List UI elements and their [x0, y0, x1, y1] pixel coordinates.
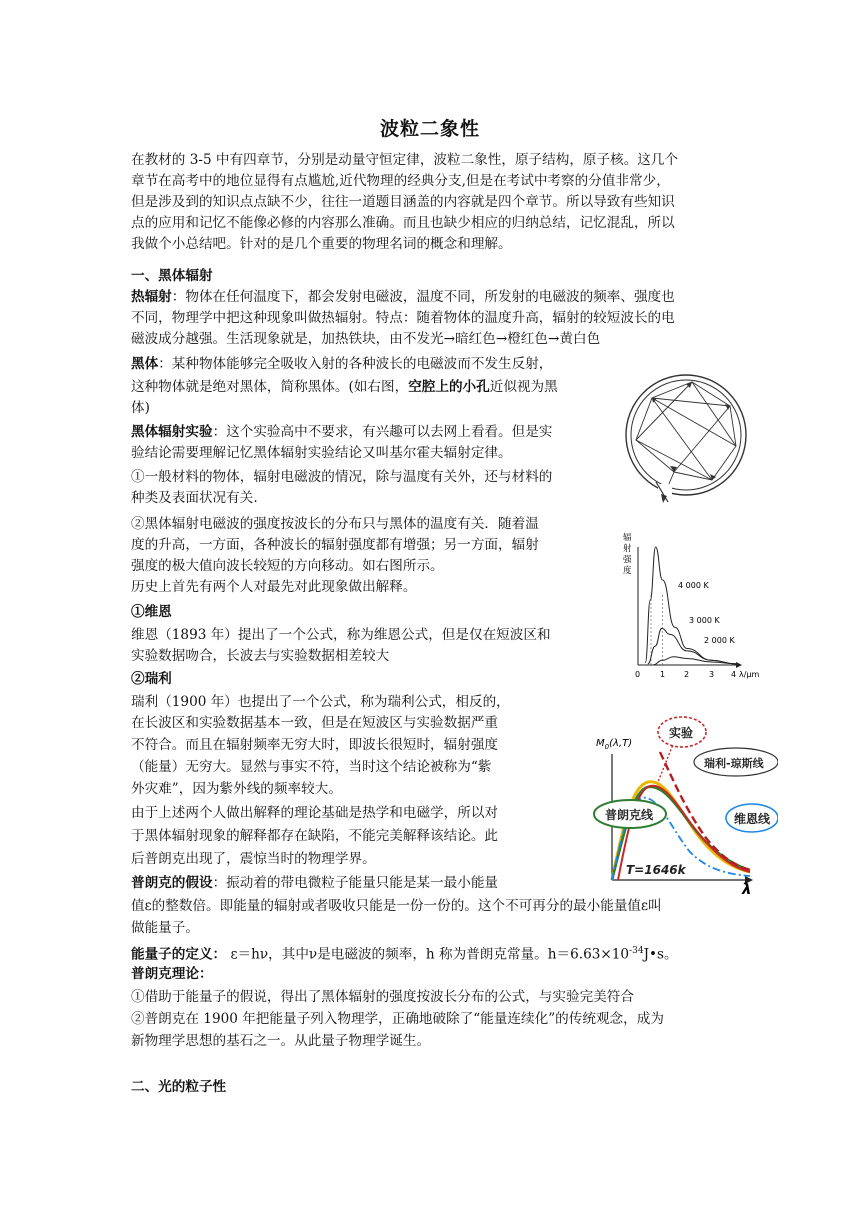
temperature-label: T=1646k [626, 863, 686, 877]
curve-label: 2 000 K [704, 636, 735, 645]
body-text: 近似视为黑 [489, 379, 558, 395]
x-axis-label: λ/μm [739, 670, 760, 679]
intro-line: 在教材的 3-5 中有四章节，分别是动量守恒定律，波粒二象性，原子结构，原子核。这几个 [131, 152, 679, 168]
body-text: ：这个实验高中不要求，有兴趣可以去网上看看。但是实 [212, 424, 553, 440]
body-text: ：振动着的带电微粒子能量只能是某一最小能量 [212, 875, 499, 891]
x-tick-label: 0 [635, 670, 641, 679]
basis-line: 后普朗克出现了，震惊当时的物理学界。 [131, 851, 376, 867]
spectrum-curve-0 [645, 547, 736, 664]
term-label: 黑体 [131, 356, 159, 372]
planck-bubble-label: 普朗克线 [605, 808, 654, 822]
rayleigh-jeans-bubble-label: 瑞利-琼斯线 [704, 757, 764, 770]
experiment-line: 度的升高，一方面，各种波长的辐射强度都有增强；另一方面，辐射 [131, 537, 539, 553]
x-tick-label: 1 [660, 670, 666, 679]
page-title: 波粒二象性 [379, 118, 480, 140]
curve-label: 4 000 K [678, 581, 709, 590]
planck-theory-line: ①借助于能量子的假说，得出了黑体辐射的强度按波长分布的公式，与实验完美符合 [131, 989, 634, 1005]
experiment-line: 强度的极大值向波长较短的方向移动。如右图所示。 [131, 558, 444, 574]
x-axis-arrow [736, 662, 742, 668]
experiment-line: 验结论需要理解记忆黑体辐射实验结论又叫基尔霍夫辐射定律。 [131, 445, 512, 461]
y-axis-label-char: 度 [623, 566, 632, 576]
experiment-line: 种类及表面状况有关. [131, 490, 258, 506]
x-tick-label: 4 [731, 670, 737, 679]
wien-heading: ①维恩 [131, 604, 172, 620]
body-text: ：某种物体能够完全吸收入射的各种波长的电磁波而不发生反射， [158, 356, 553, 372]
basis-line: 由于上述两个人做出解释的理论基础是热学和电磁学，所以对 [131, 805, 499, 821]
x-tick-label: 2 [684, 670, 690, 679]
spectrum-curve-2 [653, 657, 736, 665]
wien-line: 维恩（1893 年）提出了一个公式，称为维恩公式，但是仅在短波区和 [131, 627, 551, 643]
x-axis-label: λ [742, 880, 752, 896]
blackbody-line: 体) [131, 400, 150, 416]
thermal-radiation-line: 不同，物理学中把这种现象叫做热辐射。特点：随着物体的温度升高，辐射的较短波长的电 [131, 310, 675, 326]
rayleigh-line: 不符合。而且在辐射频率无穷大时，即波长很短时，辐射强度 [131, 737, 499, 753]
intro-line: 点的应用和记忆不能像必修的内容那么准确。而且也缺少相应的归纳总结，记忆混乱，所以 [131, 215, 675, 231]
thermal-radiation-line: 磁波成分越强。生活现象就是，加热铁块，由不发光→暗红色→橙红色→黄白色 [131, 331, 601, 347]
y-axis-label-char: 辐 [623, 533, 632, 543]
exponent: -34 [629, 946, 644, 956]
blackbody-spectrum-chart [618, 525, 768, 683]
quantum-definition-line [131, 941, 678, 965]
rayleigh-line: 在长波区和实验数据基本一致，但是在短波区与实验数据严重 [131, 715, 499, 731]
rayleigh-line: 瑞利（1900 年）也提出了一个公式，称为瑞利公式，相反的， [131, 694, 510, 710]
planck-hypothesis-line: 值ε的整数倍。即能量的辐射或者吸收只能是一份一份的。这个不可再分的最小能量值ε叫 [131, 898, 662, 914]
blackbody-line [131, 354, 552, 374]
thermal-radiation-line [131, 287, 675, 307]
planck-theory-line: 新物理学思想的基石之一。从此量子物理学诞生。 [131, 1033, 431, 1049]
intro-line: 但是涉及到的知识点点缺不少，往往一道题目涵盖的内容就是四个章节。所以导致有些知识 [131, 194, 675, 210]
intro-line: 我做个小总结吧。针对的是几个重要的物理名词的概念和理解。 [131, 236, 512, 252]
experiment-bubble-label: 实验 [669, 726, 694, 740]
rayleigh-line: 外灾难”，因为紫外线的频率较大。 [131, 781, 342, 797]
planck-hypothesis-line: 做能量子。 [131, 920, 199, 936]
emphasis-text: 空腔上的小孔 [408, 379, 490, 395]
blackbody-line [131, 377, 558, 397]
term-label: 普朗克的假设 [131, 875, 213, 891]
planck-theory-heading: 普朗克理论： [131, 966, 213, 982]
body-text: ε＝hν，其中ν是电磁波的频率，h 称为普朗克常量。h＝6.63×10 [226, 946, 630, 963]
planck-theory-line: ②普朗克在 1900 年把能量子列入物理学，正确地破除了“能量连续化”的传统观念，成为 [131, 1011, 664, 1027]
cavity-blackbody-figure [622, 370, 752, 504]
rayleigh-line: （能量）无穷大。显然与事实不符，当时这个结论被称为“紫 [131, 759, 492, 775]
y-axis-label-char: 强 [623, 555, 632, 565]
body-text: ：物体在任何温度下，都会发射电磁波，温度不同，所发射的电磁波的频率、强度也 [171, 289, 675, 305]
section-heading-particle-nature: 二、光的粒子性 [131, 1079, 227, 1095]
body-text: 这种物体就是绝对黑体，简称黑体。(如右图， [131, 379, 409, 395]
experiment-line: ②黑体辐射电磁波的强度按波长的分布只与黑体的温度有关．随着温 [131, 516, 539, 532]
curve-label: 3 000 K [689, 616, 720, 625]
experiment-line [131, 422, 552, 442]
spectrum-series-group [645, 547, 736, 665]
y-axis-label-char: 射 [623, 544, 632, 554]
wien-bubble-label: 维恩线 [734, 812, 771, 826]
experiment-line: 历史上首先有两个人对最先对此现象做出解释。 [131, 579, 417, 595]
term-label: 黑体辐射实验 [131, 424, 213, 440]
planck-hypothesis-line [131, 873, 498, 893]
wien-line: 实验数据吻合，长波去与实验数据相差较大 [131, 648, 390, 664]
intro-line: 章节在高考中的地位显得有点尴尬,近代物理的经典分支,但是在考试中考察的分值非常少， [131, 173, 670, 189]
term-label: 能量子的定义： [131, 946, 227, 963]
section-heading-blackbody-radiation: 一、黑体辐射 [131, 268, 213, 284]
x-tick-label: 3 [709, 670, 715, 679]
term-label: 热辐射 [131, 289, 172, 305]
rayleigh-heading: ②瑞利 [131, 671, 172, 687]
basis-line: 于黑体辐射现象的解释都存在缺陷，不能完美解释该结论。此 [131, 828, 499, 844]
radiation-laws-comparison-figure [588, 712, 778, 896]
unit-text: J•s。 [643, 946, 678, 963]
y-axis-label: $M_0(\lambda,T)$ [596, 738, 633, 751]
experiment-line: ①一般材料的物体，辐射电磁波的情况，除与温度有关外，还与材料的 [131, 469, 553, 485]
